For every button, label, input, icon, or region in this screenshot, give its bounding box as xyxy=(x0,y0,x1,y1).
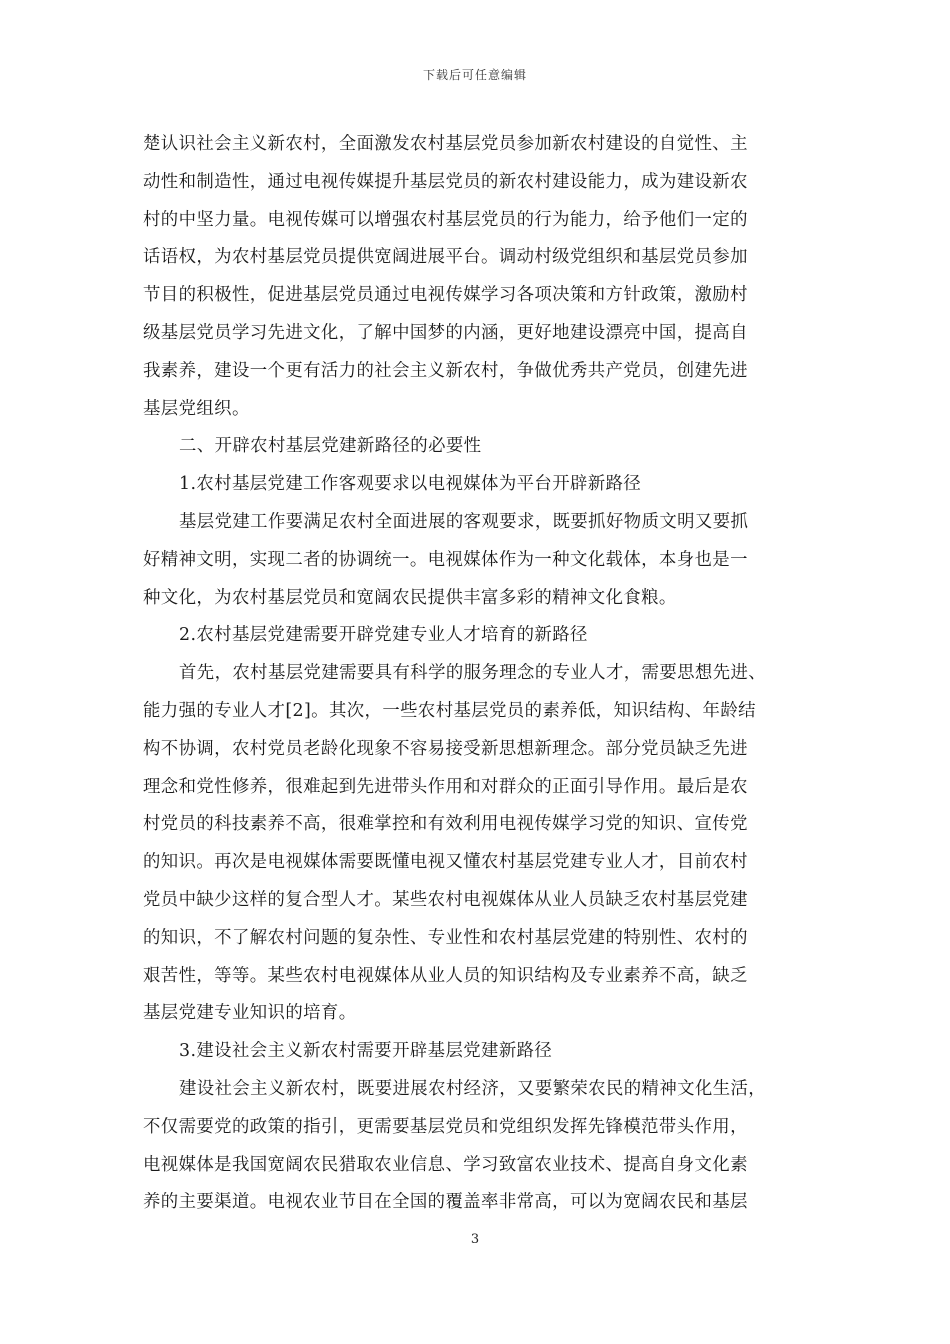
page-header: 下载后可任意编辑 xyxy=(422,68,527,82)
text-line: 电视媒体是我国宽阔农民猎取农业信息、学习致富农业技术、提高自身文化素 xyxy=(143,1154,748,1175)
text-line: 基层党建工作要满足农村全面进展的客观要求，既要抓好物质文明又要抓 xyxy=(179,511,749,532)
text-line: 1.农村基层党建工作客观要求以电视媒体为平台开辟新路径 xyxy=(179,474,642,495)
text-line: 养的主要渠道。电视农业节目在全国的覆盖率非常高，可以为宽阔农民和基层 xyxy=(143,1192,748,1213)
text-line: 种文化，为农村基层党员和宽阔农民提供丰富多彩的精神文化食粮。 xyxy=(143,587,677,608)
text-line: 艰苦性，等等。某些农村电视媒体从业人员的知识结构及专业素养不高，缺乏 xyxy=(143,965,748,986)
page-number: 3 xyxy=(470,1232,480,1247)
text-line: 的知识。再次是电视媒体需要既懂电视又懂农村基层党建专业人才，目前农村 xyxy=(143,852,748,873)
text-line: 好精神文明，实现二者的协调统一。电视媒体作为一种文化载体，本身也是一 xyxy=(143,549,748,570)
text-line: 基层党建专业知识的培育。 xyxy=(143,1003,357,1024)
text-line: 能力强的专业人才[2]。其次，一些农村基层党员的素养低，知识结构、年龄结 xyxy=(143,700,756,721)
text-line: 村的中坚力量。电视传媒可以增强农村基层党员的行为能力，给予他们一定的 xyxy=(143,209,748,230)
text-line: 基层党组织。 xyxy=(143,398,250,419)
text-line: 2.农村基层党建需要开辟党建专业人才培育的新路径 xyxy=(179,625,588,646)
text-line: 理念和党性修养，很难起到先进带头作用和对群众的正面引导作用。最后是农 xyxy=(143,776,748,797)
text-line: 党员中缺少这样的复合型人才。某些农村电视媒体从业人员缺乏农村基层党建 xyxy=(143,889,748,910)
text-line: 3.建设社会主义新农村需要开辟基层党建新路径 xyxy=(179,1041,553,1062)
text-line: 话语权，为农村基层党员提供宽阔进展平台。调动村级党组织和基层党员参加 xyxy=(143,247,748,268)
text-line: 村党员的科技素养不高，很难掌控和有效利用电视传媒学习党的知识、宣传党 xyxy=(143,814,748,835)
text-line: 级基层党员学习先进文化，了解中国梦的内涵，更好地建设漂亮中国，提高自 xyxy=(143,322,748,343)
text-line: 二、开辟农村基层党建新路径的必要性 xyxy=(179,436,482,457)
text-line: 建设社会主义新农村，既要进展农村经济，又要繁荣农民的精神文化生活， xyxy=(179,1078,767,1099)
text-line: 动性和制造性，通过电视传媒提升基层党员的新农村建设能力，成为建设新农 xyxy=(143,171,748,192)
document-body xyxy=(143,126,807,1222)
text-line: 楚认识社会主义新农村，全面激发农村基层党员参加新农村建设的自觉性、主 xyxy=(143,134,748,154)
text-line: 我素养，建设一个更有活力的社会主义新农村，争做优秀共产党员，创建先进 xyxy=(143,360,748,381)
text-line: 的知识，不了解农村问题的复杂性、专业性和农村基层党建的特别性、农村的 xyxy=(143,927,748,948)
text-line: 不仅需要党的政策的指引，更需要基层党员和党组织发挥先锋模范带头作用， xyxy=(143,1116,748,1137)
text-line: 首先，农村基层党建需要具有科学的服务理念的专业人才，需要思想先进、 xyxy=(179,663,767,684)
text-line: 节目的积极性，促进基层党员通过电视传媒学习各项决策和方针政策，激励村 xyxy=(143,285,748,306)
text-line: 构不协调，农村党员老龄化现象不容易接受新思想新理念。部分党员缺乏先进 xyxy=(143,738,748,759)
